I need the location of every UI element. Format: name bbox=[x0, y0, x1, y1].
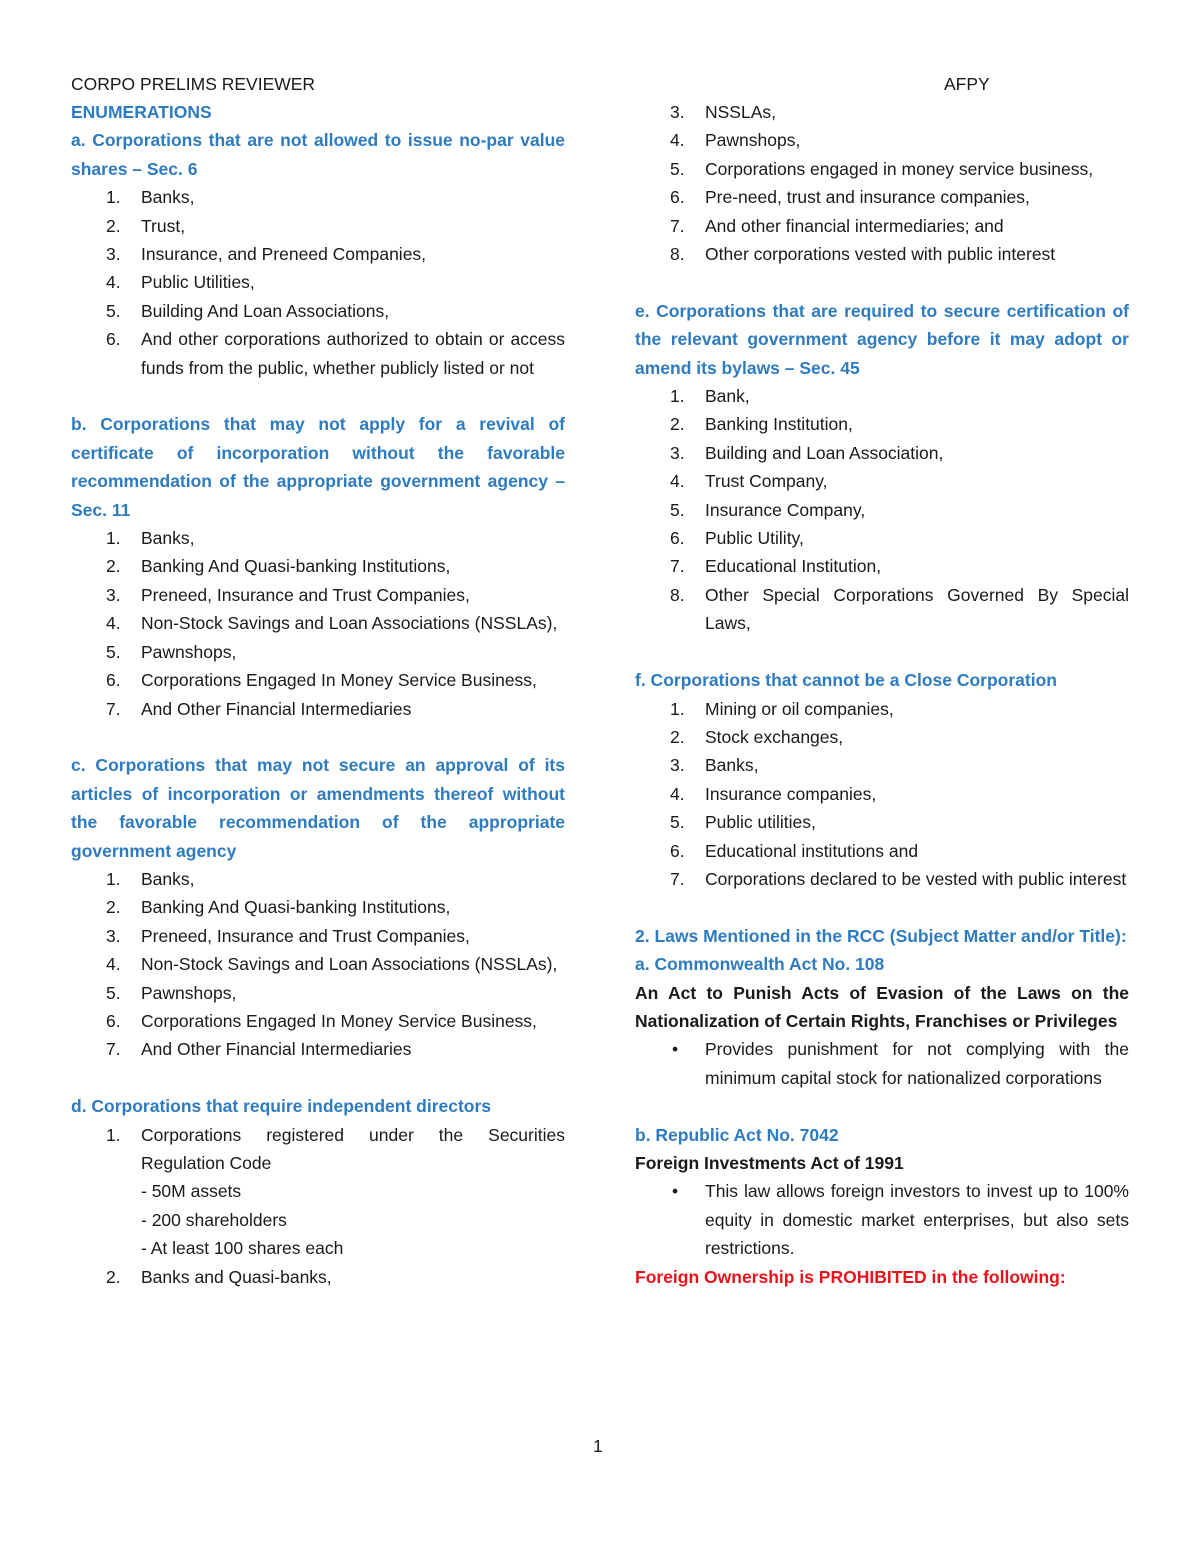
list-item: • This law allows foreign investors to invest up to 100% equity in domestic market enterprises, but also sets restrictions. bbox=[635, 1177, 1129, 1262]
list-item: 2. Banking Institution, bbox=[670, 414, 853, 435]
list-item: 4. Pawnshops, bbox=[670, 130, 801, 151]
list-item: 1. Banks, bbox=[106, 187, 195, 208]
list-item: 6. Public Utility, bbox=[670, 528, 804, 549]
list-item: 2. Banking And Quasi-banking Institutions, bbox=[106, 897, 451, 918]
sub-item: - 200 shareholders bbox=[141, 1209, 287, 1230]
list-item: 1. Banks, bbox=[106, 528, 195, 549]
enumerations-title: ENUMERATIONS bbox=[71, 102, 212, 122]
list-item: 4. Insurance companies, bbox=[670, 783, 877, 804]
sub-item: - 50M assets bbox=[141, 1181, 242, 1202]
list-item: 6. Educational institutions and bbox=[670, 840, 919, 861]
section-f-heading: f. Corporations that cannot be a Close Corporation bbox=[635, 670, 1057, 691]
section-e-list bbox=[635, 382, 1129, 638]
list-item: 8. Other corporations vested with public interest bbox=[670, 244, 1056, 265]
list-item: 6. Pre-need, trust and insurance companies, bbox=[670, 187, 1030, 208]
law-a-title: An Act to Punish Acts of Evasion of the Laws on the Nationalization of Certain Rights, Franchises or Privileges bbox=[635, 982, 1129, 1031]
list-item: 3. Preneed, Insurance and Trust Companies, bbox=[106, 925, 470, 946]
list-item: 1. Banks, bbox=[106, 868, 195, 889]
header-title: CORPO PRELIMS REVIEWER bbox=[71, 74, 316, 94]
list-item: 2. Stock exchanges, bbox=[670, 726, 844, 747]
list-item: 1. Mining or oil companies, bbox=[670, 698, 894, 719]
list-item: 3. NSSLAs, bbox=[670, 102, 776, 122]
left-column bbox=[71, 98, 565, 1291]
list-item: 5. Pawnshops, bbox=[106, 641, 237, 662]
section-a-list bbox=[71, 183, 565, 382]
section-d-list-continued bbox=[635, 98, 1129, 268]
section-e-heading: e. Corporations that are required to secure certification of the relevant government agency before it may adopt or amend its bylaws – Sec. 45 bbox=[635, 300, 1129, 378]
list-item: 8. Other Special Corporations Governed By Special Laws, bbox=[670, 584, 1129, 634]
list-item: 2. Banks and Quasi-banks, bbox=[106, 1266, 332, 1287]
list-item: 6. Corporations Engaged In Money Service Business, bbox=[106, 670, 537, 691]
section-d-heading: d. Corporations that require independent directors bbox=[71, 1096, 492, 1117]
list-item: • Provides punishment for not complying with the minimum capital stock for nationalized corporations bbox=[635, 1035, 1129, 1092]
right-column bbox=[635, 98, 1129, 1291]
section-c-list bbox=[71, 865, 565, 1064]
list-item: 3. Building and Loan Association, bbox=[670, 442, 944, 463]
list-item: 4. Non-Stock Savings and Loan Associations (NSSLAs), bbox=[106, 613, 558, 634]
section-a-heading: a. Corporations that are not allowed to issue no-par value shares – Sec. 6 bbox=[71, 130, 565, 179]
list-item: 5. Building And Loan Associations, bbox=[106, 300, 390, 321]
section-b-list bbox=[71, 524, 565, 723]
list-item: 5. Corporations engaged in money service business, bbox=[670, 158, 1094, 179]
law-b-heading: b. Republic Act No. 7042 bbox=[635, 1124, 839, 1145]
section-c-heading: c. Corporations that may not secure an approval of its articles of incorporation or amendments thereof without the favorable recommendation of the appropriate government agency bbox=[71, 755, 565, 861]
section-b-heading: b. Corporations that may not apply for a revival of certificate of incorporation without the favorable recommendation of the appropriate government agency – Sec. 11 bbox=[71, 414, 565, 520]
list-item: 5. Public utilities, bbox=[670, 812, 816, 833]
list-item: 4. Non-Stock Savings and Loan Associations (NSSLAs), bbox=[106, 954, 558, 975]
list-item: 6. Corporations Engaged In Money Service Business, bbox=[106, 1010, 537, 1031]
header-initials: AFPY bbox=[944, 74, 990, 94]
list-item: 5. Pawnshops, bbox=[106, 982, 237, 1003]
list-item: 7. And other financial intermediaries; and bbox=[670, 215, 1004, 236]
law-a-heading: a. Commonwealth Act No. 108 bbox=[635, 954, 885, 975]
list-item: 7. Corporations declared to be vested with public interest bbox=[670, 868, 1127, 889]
bullet-icon: • bbox=[672, 1181, 679, 1202]
list-item: 7. And Other Financial Intermediaries bbox=[106, 1039, 412, 1060]
list-item: 3. Insurance, and Preneed Companies, bbox=[106, 244, 427, 265]
bullet-icon: • bbox=[672, 1039, 679, 1060]
list-item: 4. Trust Company, bbox=[670, 471, 828, 492]
list-item: 2. Banking And Quasi-banking Institutions, bbox=[106, 556, 451, 577]
sub-item: - At least 100 shares each bbox=[141, 1238, 344, 1259]
list-item: 2. Trust, bbox=[106, 215, 186, 236]
list-item: 4. Public Utilities, bbox=[106, 272, 255, 293]
laws-heading: 2. Laws Mentioned in the RCC (Subject Matter and/or Title): bbox=[635, 925, 1127, 946]
section-f-list bbox=[635, 695, 1129, 894]
law-b-bullets bbox=[635, 1177, 1129, 1262]
list-item: 7. Educational Institution, bbox=[670, 556, 882, 577]
list-item: 6. And other corporations authorized to obtain or access funds from the public, whether publicly listed or not bbox=[106, 329, 565, 378]
page-number: 1 bbox=[593, 1436, 603, 1456]
section-d-list bbox=[71, 1121, 565, 1291]
law-b-title: Foreign Investments Act of 1991 bbox=[635, 1152, 904, 1173]
prohibited-heading: Foreign Ownership is PROHIBITED in the following: bbox=[635, 1266, 1066, 1287]
list-item: 3. Banks, bbox=[670, 755, 759, 776]
list-item: 7. And Other Financial Intermediaries bbox=[106, 698, 412, 719]
list-item: 1. Bank, bbox=[670, 386, 750, 407]
law-a-bullets bbox=[635, 1035, 1129, 1092]
list-item: 1. Corporations registered under the Securities Regulation Code - 50M assets - 200 shareholders - At least 100 shares each bbox=[71, 1121, 565, 1263]
list-item: 5. Insurance Company, bbox=[670, 499, 866, 520]
list-item: 3. Preneed, Insurance and Trust Companies, bbox=[106, 584, 470, 605]
